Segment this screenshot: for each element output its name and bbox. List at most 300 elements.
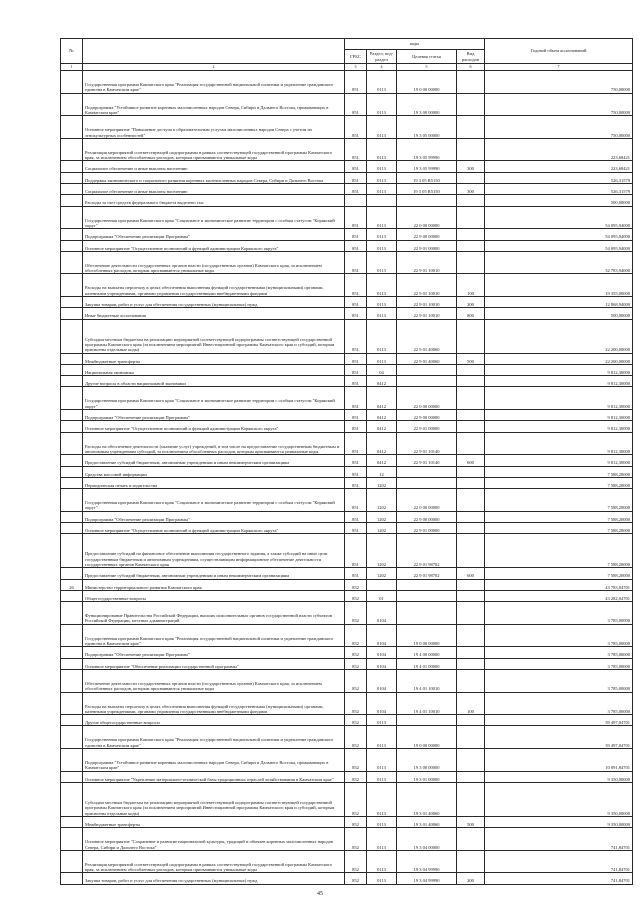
- row-vid: [457, 828, 485, 851]
- row-grbs: 851: [345, 364, 367, 375]
- table-row: [61, 240, 633, 251]
- row-target: [397, 602, 457, 625]
- row-number: [61, 240, 83, 251]
- table-row: [61, 229, 633, 240]
- row-target: 19 4 01 10010: [397, 692, 457, 715]
- row-vid: [457, 240, 485, 251]
- row-name: Государственная программа Камчатского края "Социальное и экономическое развитие территории с особым статусом "Корякский округ": [83, 206, 345, 229]
- row-vid: [457, 466, 485, 477]
- row-grbs: 851: [345, 568, 367, 579]
- row-name: Другие общегосударственные вопросы: [83, 715, 345, 726]
- row-razdel: 1202: [367, 523, 397, 534]
- row-sum: 43 783,04701: [485, 579, 633, 590]
- table-row: [61, 455, 633, 466]
- row-razdel: 0113: [367, 319, 397, 353]
- row-grbs: 852: [345, 715, 367, 726]
- row-number: [61, 602, 83, 625]
- row-number: [61, 195, 83, 206]
- row-razdel: 0113: [367, 274, 397, 297]
- row-grbs: 851: [345, 93, 367, 116]
- row-vid: [457, 319, 485, 353]
- row-target: 19 4 01 00000: [397, 658, 457, 669]
- row-razdel: 0412: [367, 455, 397, 466]
- row-number: [61, 432, 83, 455]
- row-grbs: 852: [345, 658, 367, 669]
- page-number: 45: [317, 891, 323, 897]
- row-razdel: 0412: [367, 410, 397, 421]
- table-row: [61, 432, 633, 455]
- row-grbs: 851: [345, 523, 367, 534]
- row-target: 19 4 00 00000: [397, 647, 457, 658]
- row-name: Основное мероприятие "Осуществление полномочий и функций администрации Корякского округа": [83, 240, 345, 251]
- row-vid: [457, 647, 485, 658]
- row-number: [61, 726, 83, 749]
- row-name: Социальное обеспечение и иные выплаты населению: [83, 184, 345, 195]
- table-row: [61, 511, 633, 522]
- row-vid: [457, 511, 485, 522]
- row-razdel: 0113: [367, 116, 397, 139]
- row-number: [61, 364, 83, 375]
- row-vid: [457, 658, 485, 669]
- row-razdel: 0113: [367, 172, 397, 183]
- row-grbs: 851: [345, 410, 367, 421]
- row-grbs: 851: [345, 319, 367, 353]
- row-razdel: 0113: [367, 771, 397, 782]
- row-name: Периодическая печать и издательства: [83, 477, 345, 488]
- row-number: [61, 489, 83, 512]
- row-vid: [457, 534, 485, 568]
- table-row: [61, 466, 633, 477]
- table-row: [61, 579, 633, 590]
- row-vid: [457, 93, 485, 116]
- row-name: Иные бюджетные ассигнования: [83, 308, 345, 319]
- row-vid: [457, 726, 485, 749]
- row-number: [61, 782, 83, 816]
- table-row: [61, 195, 633, 206]
- row-sum: 54 095,94000: [485, 229, 633, 240]
- row-vid: [457, 421, 485, 432]
- row-number: [61, 206, 83, 229]
- row-target: 22 9 01 98702: [397, 568, 457, 579]
- row-grbs: 851: [345, 466, 367, 477]
- table-row: [61, 376, 633, 387]
- row-vid: 500: [457, 353, 485, 364]
- row-grbs: 851: [345, 229, 367, 240]
- row-grbs: 852: [345, 771, 367, 782]
- row-vid: [457, 172, 485, 183]
- row-number: [61, 715, 83, 726]
- row-target: [397, 715, 457, 726]
- row-razdel: 0412: [367, 387, 397, 410]
- row-name: Расходы на обеспечение деятельности (оказание услуг) учреждений, в том числе на предоставление государственным бюджетным и автономным учреждениям субсидий, за исключением обособленных расходов, которым присваиваются уникальные коды: [83, 432, 345, 455]
- row-number: [61, 274, 83, 297]
- table-row: [61, 93, 633, 116]
- table-row: [61, 647, 633, 658]
- row-razdel: 0113: [367, 161, 397, 172]
- row-razdel: 0113: [367, 816, 397, 827]
- row-target: 19 3 04 99990: [397, 850, 457, 873]
- row-target: 19 3 04 00000: [397, 828, 457, 851]
- row-number: [61, 658, 83, 669]
- table-row: [61, 274, 633, 297]
- row-vid: [457, 749, 485, 772]
- table-row: [61, 308, 633, 319]
- row-target: 22 9 01 40060: [397, 319, 457, 353]
- table-row: [61, 624, 633, 647]
- row-razdel: 01: [367, 590, 397, 601]
- row-number: [61, 297, 83, 308]
- row-grbs: 852: [345, 782, 367, 816]
- row-sum: 39 497,04701: [485, 726, 633, 749]
- row-sum: 3 785,00000: [485, 647, 633, 658]
- row-target: 22 9 01 10010: [397, 308, 457, 319]
- row-name: Подпрограмма "Обеспечение реализации Программы": [83, 647, 345, 658]
- row-vid: 100: [457, 692, 485, 715]
- row-target: 22 9 01 00000: [397, 523, 457, 534]
- row-sum: 741,84701: [485, 850, 633, 873]
- table-row: [61, 782, 633, 816]
- table-row: [61, 771, 633, 782]
- table-row: [61, 172, 633, 183]
- row-grbs: 851: [345, 297, 367, 308]
- row-sum: 750,00000: [485, 71, 633, 94]
- row-name: Функционирование Правительства Российской Федерации, высших исполнительных органов государственной власти субъектов Российской Федерации, местных администраций: [83, 602, 345, 625]
- row-razdel: 0113: [367, 828, 397, 851]
- row-target: 19 3 05 99990: [397, 138, 457, 161]
- row-razdel: 1202: [367, 477, 397, 488]
- row-grbs: 851: [345, 240, 367, 251]
- row-grbs: 851: [345, 489, 367, 512]
- row-vid: [457, 782, 485, 816]
- row-razdel: 0412: [367, 432, 397, 455]
- table-body: [61, 71, 633, 885]
- row-razdel: 0113: [367, 93, 397, 116]
- row-name: Основное мероприятие "Сохранение и развитие национальной культуры, традиций и обычаев коренных малочисленных народов Севера, Сибири и Дальнего Востока": [83, 828, 345, 851]
- row-sum: 3 785,00000: [485, 658, 633, 669]
- row-vid: [457, 364, 485, 375]
- row-razdel: 0104: [367, 624, 397, 647]
- row-number: [61, 319, 83, 353]
- header-razdel: Раздел, под-раздел: [367, 50, 397, 64]
- row-razdel: 0113: [367, 240, 397, 251]
- header-name-blank: [83, 39, 345, 64]
- index-cell: 1: [61, 64, 83, 71]
- row-name: Министерство территориального развития Камчатского края: [83, 579, 345, 590]
- row-sum: 32 783,94000: [485, 251, 633, 274]
- row-target: 19 3 00 00000: [397, 749, 457, 772]
- row-vid: 300: [457, 184, 485, 195]
- row-razdel: 0113: [367, 749, 397, 772]
- row-razdel: 0113: [367, 782, 397, 816]
- row-number: [61, 477, 83, 488]
- row-grbs: 851: [345, 376, 367, 387]
- row-vid: [457, 376, 485, 387]
- row-vid: 200: [457, 297, 485, 308]
- row-name: Государственная программа Камчатского края "Социальное и экономическое развитие территории с особым статусом "Корякский округ": [83, 489, 345, 512]
- row-grbs: 851: [345, 421, 367, 432]
- row-name: Поддержка экономического и социального развития коренных малочисленных народов Севера, Сибири и Дальнего Востока: [83, 172, 345, 183]
- row-sum: 43 282,04701: [485, 590, 633, 601]
- row-sum: 3 785,00000: [485, 624, 633, 647]
- row-sum: 9 812,30000: [485, 421, 633, 432]
- row-razdel: 0113: [367, 297, 397, 308]
- row-razdel: 04: [367, 364, 397, 375]
- row-vid: [457, 850, 485, 873]
- table-row: [61, 184, 633, 195]
- row-vid: [457, 432, 485, 455]
- row-name: Подпрограмма "Обеспечение реализации Программы": [83, 511, 345, 522]
- row-grbs: 851: [345, 432, 367, 455]
- row-number: [61, 353, 83, 364]
- row-target: 19 3 04 99990: [397, 873, 457, 884]
- table-row: [61, 534, 633, 568]
- row-razdel: 0104: [367, 669, 397, 692]
- row-vid: [457, 579, 485, 590]
- row-grbs: 852: [345, 692, 367, 715]
- row-grbs: 852: [345, 749, 367, 772]
- row-vid: [457, 489, 485, 512]
- row-number: [61, 816, 83, 827]
- row-name: Межбюджетные трансферты: [83, 816, 345, 827]
- row-grbs: 851: [345, 455, 367, 466]
- row-target: 22 9 01 10140: [397, 432, 457, 455]
- row-target: 19 3 01 40060: [397, 816, 457, 827]
- row-sum: 22 200,00000: [485, 319, 633, 353]
- row-sum: 526,31579: [485, 184, 633, 195]
- row-grbs: 852: [345, 669, 367, 692]
- table-row: [61, 523, 633, 534]
- row-vid: [457, 624, 485, 647]
- row-name: Средства массовой информации: [83, 466, 345, 477]
- row-sum: 7 588,20000: [485, 466, 633, 477]
- row-razdel: 0113: [367, 715, 397, 726]
- row-vid: 100: [457, 274, 485, 297]
- row-target: 19 3 05 00000: [397, 116, 457, 139]
- row-razdel: 0412: [367, 376, 397, 387]
- row-sum: 9 350,00000: [485, 816, 633, 827]
- row-number: [61, 828, 83, 851]
- row-name: Предоставление субсидий бюджетным, автономным учреждениям и иным некоммерческим организациям: [83, 455, 345, 466]
- row-razdel: 0113: [367, 873, 397, 884]
- row-grbs: 852: [345, 816, 367, 827]
- row-number: [61, 873, 83, 884]
- row-target: 22 9 01 10010: [397, 297, 457, 308]
- row-vid: [457, 206, 485, 229]
- table-row: [61, 590, 633, 601]
- row-target: 22 0 00 00000: [397, 387, 457, 410]
- row-vid: [457, 229, 485, 240]
- row-name: Подпрограмма "Обеспечение реализации Программы": [83, 229, 345, 240]
- row-target: 22 9 01 40060: [397, 353, 457, 364]
- row-number: [61, 71, 83, 94]
- row-sum: 9 350,00000: [485, 782, 633, 816]
- row-sum: 7 588,20000: [485, 534, 633, 568]
- row-grbs: 851: [345, 251, 367, 274]
- row-name: Реализация мероприятий соответствующей подпрограммы в рамках соответствующей государственной программы Камчатского края, за исключением обособленных расходов, которым присваиваются уникальные коды: [83, 850, 345, 873]
- row-razdel: 0104: [367, 602, 397, 625]
- table-row: [61, 410, 633, 421]
- table-row: [61, 749, 633, 772]
- row-name: Основное мероприятие "Повышение доступа к образовательным услугам малочисленных народов Севера с учетом их этнокультурных особенностей": [83, 116, 345, 139]
- table-row: [61, 71, 633, 94]
- row-vid: [457, 523, 485, 534]
- row-grbs: 852: [345, 602, 367, 625]
- row-razdel: 0113: [367, 138, 397, 161]
- row-target: 22 9 01 00000: [397, 240, 457, 251]
- table-row: [61, 828, 633, 851]
- row-razdel: 1202: [367, 489, 397, 512]
- row-target: 19 3 05 R5150: [397, 184, 457, 195]
- row-number: [61, 749, 83, 772]
- row-razdel: [367, 579, 397, 590]
- row-razdel: 12: [367, 466, 397, 477]
- row-grbs: 852: [345, 647, 367, 658]
- row-sum: 9 812,30000: [485, 376, 633, 387]
- table-row: [61, 873, 633, 884]
- row-number: 26: [61, 579, 83, 590]
- row-number: [61, 771, 83, 782]
- table-row: [61, 669, 633, 692]
- row-sum: 9 812,30000: [485, 387, 633, 410]
- row-name: Основное мероприятие "Осуществление полномочий и функций администрации Корякского округа": [83, 523, 345, 534]
- row-number: [61, 229, 83, 240]
- budget-table-page: [60, 38, 632, 885]
- row-sum: 9 812,30000: [485, 364, 633, 375]
- row-number: [61, 421, 83, 432]
- row-name: Обеспечение деятельности государственных органов власти (государственных органов) Камчатского края, за исключением обособленных расходов, которым присваиваются уникальные коды: [83, 669, 345, 692]
- row-sum: 39 497,04701: [485, 715, 633, 726]
- row-name: Расходы за счет средств федерального бюджета выделено тыс: [83, 195, 345, 206]
- row-target: [397, 376, 457, 387]
- header-num: №: [61, 39, 83, 64]
- row-vid: [457, 410, 485, 421]
- row-razdel: 0113: [367, 71, 397, 94]
- header-total: Годовой объем ассигнований: [485, 39, 633, 64]
- row-vid: 800: [457, 308, 485, 319]
- row-number: [61, 376, 83, 387]
- row-grbs: 851: [345, 387, 367, 410]
- table-row: [61, 850, 633, 873]
- row-grbs: 852: [345, 579, 367, 590]
- row-grbs: 852: [345, 726, 367, 749]
- row-target: 19 0 00 00000: [397, 726, 457, 749]
- table-row: [61, 816, 633, 827]
- row-name: Расходы на выплаты персоналу в целях обеспечения выполнения функций государственными (муниципальными) органами, казенными учреждениями, органами управления государственными внебюджетными фондами: [83, 274, 345, 297]
- index-cell: 6: [457, 64, 485, 71]
- row-sum: 223,68421: [485, 161, 633, 172]
- row-sum: 223,68421: [485, 138, 633, 161]
- table-row: [61, 477, 633, 488]
- row-number: [61, 647, 83, 658]
- row-name: Подпрограмма "Устойчивое развитие коренных малочисленных народов Севера, Сибири и Дальнего Востока, проживающих в Камчатском крае": [83, 93, 345, 116]
- index-cell: 5: [397, 64, 457, 71]
- row-vid: [457, 715, 485, 726]
- row-grbs: 851: [345, 511, 367, 522]
- row-target: 19 0 00 00000: [397, 71, 457, 94]
- row-grbs: 851: [345, 138, 367, 161]
- row-target: 22 0 00 00000: [397, 489, 457, 512]
- row-name: Предоставление субсидий на финансовое обеспечение выполнения государственного задания, а также субсидий на иные цели государственным бюджетным и автономным учреждениям, осуществляющим информационное обеспечение деятельности государственных органов Камчатского края: [83, 534, 345, 568]
- row-name: Основное мероприятие "Обеспечение реализации государственной программы": [83, 658, 345, 669]
- row-sum: 9 812,30000: [485, 455, 633, 466]
- row-sum: 741,84701: [485, 873, 633, 884]
- table-row: [61, 421, 633, 432]
- row-sum: 7 588,20000: [485, 568, 633, 579]
- row-razdel: 0113: [367, 229, 397, 240]
- row-sum: 9 812,30000: [485, 410, 633, 421]
- row-target: [397, 579, 457, 590]
- table-row: [61, 658, 633, 669]
- row-vid: [457, 71, 485, 94]
- row-target: [397, 364, 457, 375]
- row-name: Закупка товаров, работ и услуг для обеспечения государственных (муниципальных) нужд: [83, 297, 345, 308]
- index-cell: 3: [345, 64, 367, 71]
- header-vid: Вид расходов: [457, 50, 485, 64]
- row-target: 19 3 01 00000: [397, 771, 457, 782]
- row-grbs: 851: [345, 274, 367, 297]
- row-razdel: 0113: [367, 184, 397, 195]
- row-sum: 741,84701: [485, 828, 633, 851]
- row-grbs: [345, 195, 367, 206]
- row-sum: 500,00000: [485, 195, 633, 206]
- header-target: Целевая статья: [397, 50, 457, 64]
- row-razdel: 0412: [367, 421, 397, 432]
- row-name: Обеспечение деятельности государственных органов власти (государственных органов) Камчатского края, за исключением обособленных расходов, которым присваиваются уникальные коды: [83, 251, 345, 274]
- row-razdel: [367, 195, 397, 206]
- table-row: [61, 138, 633, 161]
- row-name: Подпрограмма "Устойчивое развитие коренных малочисленных народов Севера, Сибири и Дальнего Востока, проживающих в Камчатском крае": [83, 749, 345, 772]
- row-number: [61, 511, 83, 522]
- table-row: [61, 602, 633, 625]
- row-grbs: 851: [345, 71, 367, 94]
- row-grbs: 851: [345, 184, 367, 195]
- row-target: [397, 466, 457, 477]
- row-vid: 200: [457, 873, 485, 884]
- table-row: [61, 297, 633, 308]
- row-vid: [457, 251, 485, 274]
- row-razdel: 0104: [367, 692, 397, 715]
- row-sum: 750,00000: [485, 93, 633, 116]
- row-number: [61, 138, 83, 161]
- index-cell: 7: [485, 64, 633, 71]
- row-grbs: 851: [345, 206, 367, 229]
- row-number: [61, 184, 83, 195]
- header-grbs: ГРБС: [345, 50, 367, 64]
- row-grbs: 852: [345, 590, 367, 601]
- row-number: [61, 692, 83, 715]
- row-number: [61, 387, 83, 410]
- row-razdel: 0113: [367, 850, 397, 873]
- row-razdel: 0113: [367, 206, 397, 229]
- row-razdel: 1202: [367, 534, 397, 568]
- row-vid: 600: [457, 455, 485, 466]
- row-vid: [457, 387, 485, 410]
- row-number: [61, 161, 83, 172]
- row-target: 22 9 01 10140: [397, 455, 457, 466]
- row-vid: [457, 138, 485, 161]
- row-grbs: 852: [345, 850, 367, 873]
- row-vid: [457, 477, 485, 488]
- row-target: 19 4 01 10010: [397, 669, 457, 692]
- row-sum: 3 785,00000: [485, 692, 633, 715]
- row-vid: [457, 195, 485, 206]
- row-name: Реализация мероприятий соответствующей подпрограммы в рамках соответствующей государственной программы Камчатского края, за исключением обособленных расходов, которым присваиваются уникальные коды: [83, 138, 345, 161]
- row-razdel: 0113: [367, 353, 397, 364]
- row-sum: 526,31579: [485, 172, 633, 183]
- row-name: Субсидии местным бюджетам на реализацию мероприятий соответствующей подпрограммы соответствующей государственной программы Камчатского края (за исключением мероприятий Инвестиционной программы Камчатского края и субсидий, которым присвоены отдельные коды): [83, 782, 345, 816]
- row-name: Закупка товаров, работ и услуг для обеспечения государственных (муниципальных) нужд: [83, 873, 345, 884]
- table-row: [61, 568, 633, 579]
